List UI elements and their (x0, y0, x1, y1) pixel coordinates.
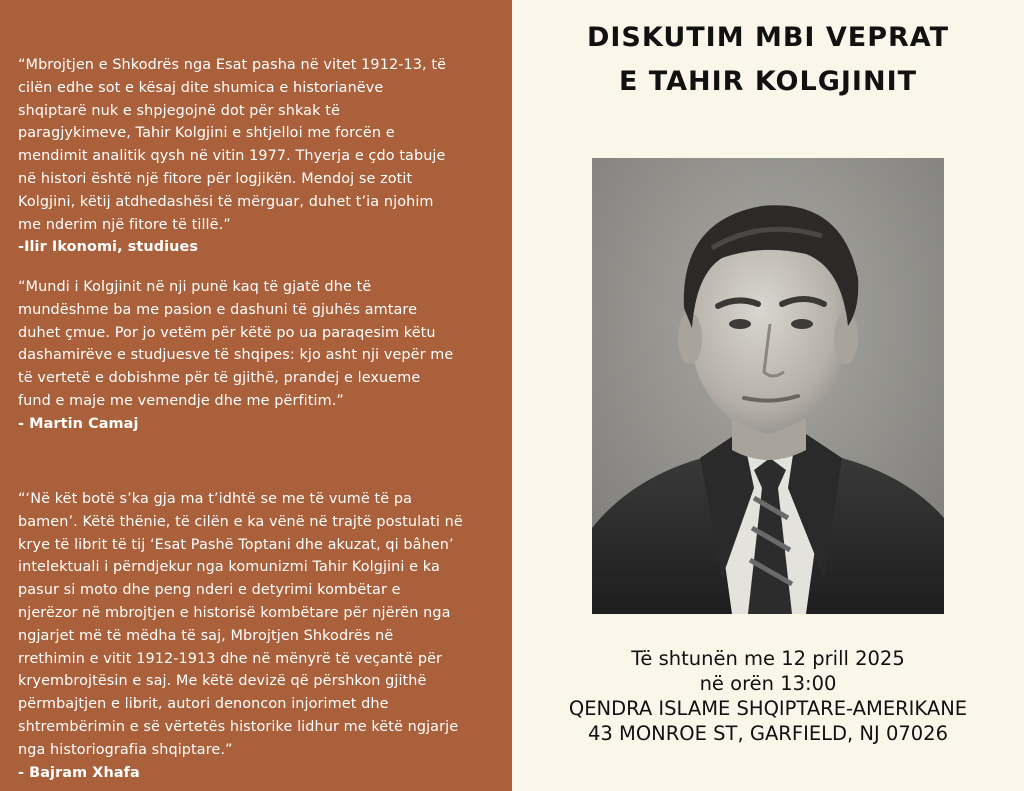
quote-line: shqiptarë nuk e shpjegojnë dot për shkak të (18, 102, 340, 119)
quote-author: - Martin Camaj (18, 415, 139, 432)
poster-title (512, 16, 1024, 104)
quote-line: me nderim një fitore të tillë.” (18, 216, 231, 233)
quote-line: mundëshme ba me pasion e dashuni të gjuhës amtare (18, 301, 418, 318)
event-venue: QENDRA ISLAME SHQIPTARE-AMERIKANE (568, 697, 968, 720)
title-line: DISKUTIM MBI VEPRAT (586, 22, 950, 53)
event-time: në orën 13:00 (699, 672, 837, 695)
quote-line: mendimit analitik qysh në vitin 1977. Thyerja e çdo tabuje (18, 148, 446, 165)
quote-line: bamen’. Këtë thënie, të cilën e ka vënë në trajtë postulati në (18, 513, 463, 530)
portrait-illustration (592, 158, 944, 614)
quote-xhafa (18, 488, 508, 784)
quote-line: dashamirëve e studjuesve të shqipes: kjo asht nji vepër me (18, 347, 454, 364)
portrait-photo (592, 158, 944, 614)
quote-author: -Ilir Ikonomi, studiues (18, 239, 199, 256)
quote-line: përmbajtjen e librit, autori denoncon injorimet dhe (18, 696, 389, 713)
quote-line: njerëzor në mbrojtjen e historisë kombëtare për njërën nga (18, 604, 451, 621)
quote-line: fund e maje me vemendje dhe me përfitim.” (18, 392, 344, 409)
quote-line: intelektuali i përndjekur nga komunizmi Tahir Kolgjini e ka (18, 559, 440, 576)
quote-line: rrethimin e vitit 1912-1913 dhe në mënyrë të veçantë për (18, 650, 443, 667)
quote-line: Kolgjini, këtij atdhedashësi të mërguar, duhet t’ia njohim (18, 193, 434, 210)
quote-line: nga historiografia shqiptare.” (18, 741, 233, 758)
quote-line: ngjarjet më të mëdha të saj, Mbrojtjen Shkodrës në (18, 627, 394, 644)
quote-camaj (18, 276, 508, 436)
quote-line: në histori është një fitore për logjikën. Mendoj se zotit (18, 170, 413, 187)
quote-ikonomi (18, 54, 508, 259)
quote-line: “Mbrojtjen e Shkodrës nga Esat pasha në vitet 1912-13, të (18, 57, 447, 73)
event-address: 43 MONROE ST, GARFIELD, NJ 07026 (587, 722, 948, 745)
event-details (512, 646, 1024, 746)
quote-line: “Mundi i Kolgjinit në nji punë kaq të gjatë dhe të (18, 279, 372, 295)
quote-line: shtrembërimin e së vërtetës historike lidhur me këtë ngjarje (18, 718, 459, 735)
event-date: Të shtunën me 12 prill 2025 (631, 647, 905, 670)
quote-line: “‘Në kët botë s’ka gja ma t’idhtë se me të vumë të pa (18, 491, 412, 507)
quote-line: të vertetë e dobishme për të gjithë, prandej e lexueme (18, 370, 421, 387)
quote-line: cilën edhe sot e kësaj dite shumica e historianëve (18, 79, 384, 96)
quote-line: krye të librit të tij ‘Esat Pashë Toptani dhe akuzat, qi bâhen’ (18, 536, 454, 553)
quote-line: paragjykimeve, Tahir Kolgjini e shtjelloi me forcën e (18, 125, 395, 142)
event-panel (512, 0, 1024, 791)
title-line: E TAHIR KOLGJINIT (618, 66, 918, 97)
quote-line: kryembrojtësin e saj. Me këtë devizë që përshkon gjithë (18, 673, 427, 690)
quote-author: - Bajram Xhafa (18, 764, 140, 781)
quote-line: pasur si moto dhe peng nderi e detyrimi kombëtar e (18, 582, 401, 599)
quote-line: duhet çmue. Por jo vetëm për këtë po ua paraqesim këtu (18, 324, 436, 341)
